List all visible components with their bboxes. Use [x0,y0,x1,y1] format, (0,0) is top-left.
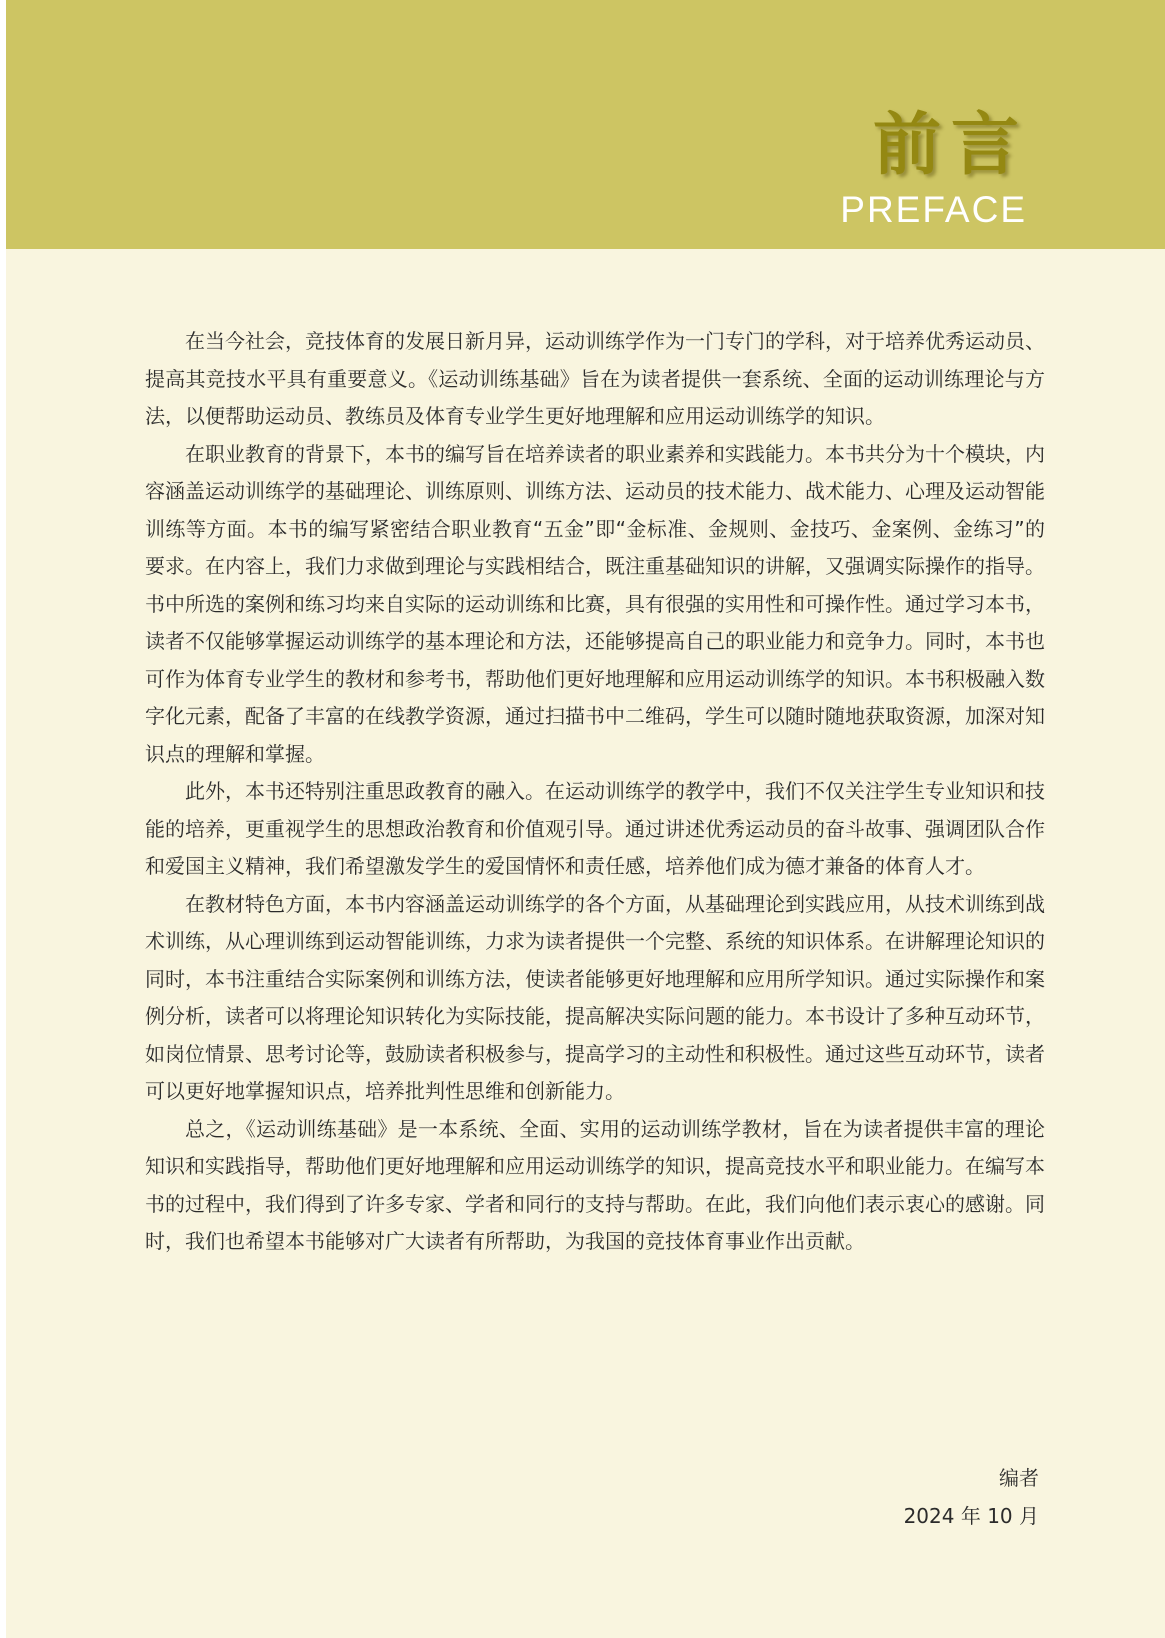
page-title: 前言 [872,106,1029,185]
paragraph: 此外，本书还特别注重思政教育的融入。在运动训练学的教学中，我们不仅关注学生专业知识和技能的培养，更重视学生的思想政治教育和价值观引导。通过讲述优秀运动员的奋斗故事、强调团队合作和爱国主义精神，我们希望激发学生的爱国情怀和责任感，培养他们成为德才兼备的体育人才。 [145,779,1045,878]
paragraph: 在当今社会，竞技体育的发展日新月异，运动训练学作为一门专门的学科，对于培养优秀运动员、提高其竞技水平具有重要意义。《运动训练基础》旨在为读者提供一套系统、全面的运动训练理论与方法，以便帮助运动员、教练员及体育专业学生更好地理解和应用运动训练学的知识。 [145,329,1045,428]
signature-date: 2024 年 10 月 [903,1504,1039,1528]
preface-body [145,323,1045,1261]
page [6,0,1165,1638]
paragraph: 在教材特色方面，本书内容涵盖运动训练学的各个方面，从基础理论到实践应用，从技术训练到战术训练，从心理训练到运动智能训练，力求为读者提供一个完整、系统的知识体系。在讲解理论知识的同时，本书注重结合实际案例和训练方法，使读者能够更好地理解和应用所学知识。通过实际操作和案例分析，读者可以将理论知识转化为实际技能，提高解决实际问题的能力。本书设计了多种互动环节，如岗位情景、思考讨论等，鼓励读者积极参与，提高学习的主动性和积极性。通过这些互动环节，读者可以更好地掌握知识点，培养批判性思维和创新能力。 [145,891,1045,1103]
header-band [6,0,1165,249]
paragraph: 总之，《运动训练基础》是一本系统、全面、实用的运动训练学教材，旨在为读者提供丰富的理论知识和实践指导，帮助他们更好地理解和应用运动训练学的知识，提高竞技水平和职业能力。在编写本书的过程中，我们得到了许多专家、学者和同行的支持与帮助。在此，我们向他们表示衷心的感谢。同时，我们也希望本书能够对广大读者有所帮助，为我国的竞技体育事业作出贡献。 [145,1116,1045,1253]
page-subtitle: PREFACE [840,189,1027,230]
paragraph: 在职业教育的背景下，本书的编写旨在培养读者的职业素养和实践能力。本书共分为十个模块，内容涵盖运动训练学的基础理论、训练原则、训练方法、运动员的技术能力、战术能力、心理及运动智能训练等方面。本书的编写紧密结合职业教育“五金”即“金标准、金规则、金技巧、金案例、金练习”的要求。在内容上，我们力求做到理论与实践相结合，既注重基础知识的讲解，又强调实际操作的指导。书中所选的案例和练习均来自实际的运动训练和比赛，具有很强的实用性和可操作性。通过学习本书，读者不仅能够掌握运动训练学的基本理论和方法，还能够提高自己的职业能力和竞争力。同时，本书也可作为体育专业学生的教材和参考书，帮助他们更好地理解和应用运动训练学的知识。本书积极融入数字化元素，配备了丰富的在线教学资源，通过扫描书中二维码，学生可以随时随地获取资源，加深对知识点的理解和掌握。 [145,441,1045,766]
signature-author: 编者 [999,1466,1039,1490]
signature [904,1459,1039,1535]
